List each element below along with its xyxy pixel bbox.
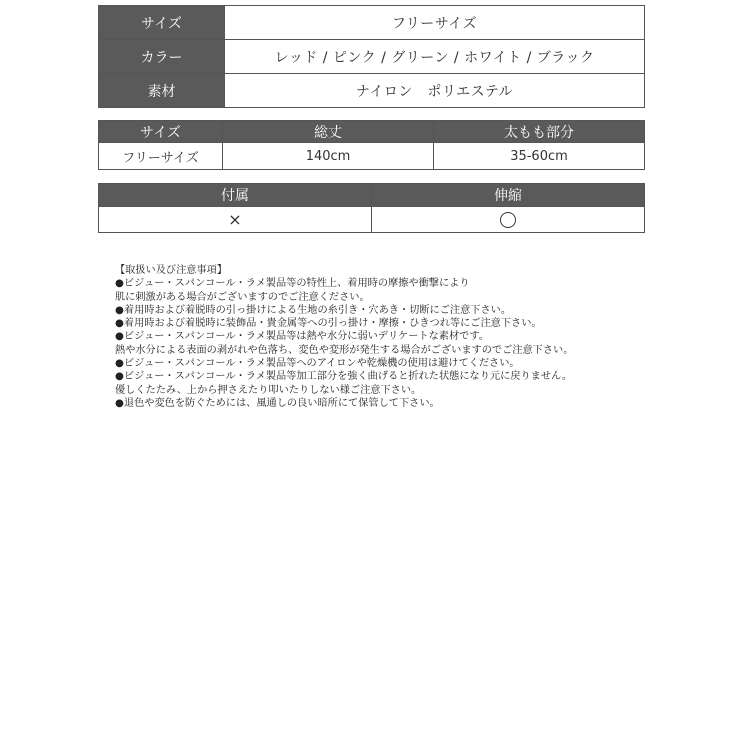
size-measurement-table — [98, 120, 645, 170]
cross-mark-icon: × — [228, 210, 242, 229]
care-note-line: 肌に刺激がある場合がございますのでご注意ください。 — [115, 291, 370, 303]
care-note-line: ●着用時および着脱時の引っ掛けによる生地の糸引き・穴あき・切断にご注意下さい。 — [115, 304, 512, 316]
care-note-line: 優しくたたみ、上から押さえたり叩いたりしない様ご注意下さい。 — [115, 384, 422, 396]
size-header-thigh: 太もも部分 — [434, 121, 645, 143]
care-note-line: ●ビジュー・スパンコール・ラメ製品等加工部分を強く曲げると折れた状態になり元に戻りません。 — [115, 371, 573, 383]
spec-label-material: 素材 — [99, 74, 225, 108]
size-value-length: 140cm — [223, 143, 434, 170]
spec-label-color: カラー — [99, 40, 225, 74]
spec-value-color: レッド / ピンク / グリーン / ホワイト / ブラック — [225, 40, 645, 74]
care-note-line: ●退色や変色を防ぐためには、風通しの良い暗所にて保管して下さい。 — [115, 397, 440, 409]
spec-value-size: フリーサイズ — [225, 6, 645, 40]
size-header-row — [99, 121, 645, 143]
product-spec-table — [98, 5, 645, 108]
care-note-line: 熱や水分による表面の剥がれや色落ち、変色や変形が発生する場合がございますのでご注意下さい。 — [115, 344, 574, 356]
spec-value-material: ナイロン ポリエステル — [225, 74, 645, 108]
spec-row-color — [99, 40, 645, 74]
feature-header-row — [99, 184, 645, 207]
feature-value-accessory — [99, 207, 372, 233]
feature-value-row — [99, 207, 645, 233]
size-header-length: 総丈 — [223, 121, 434, 143]
spec-row-material — [99, 74, 645, 108]
care-notes-heading: 【取扱い及び注意事項】 — [115, 265, 228, 276]
care-notes — [115, 264, 635, 410]
feature-header-stretch: 伸縮 — [372, 184, 645, 207]
size-value-thigh: 35-60cm — [434, 143, 645, 170]
feature-table — [98, 183, 645, 233]
size-header-size: サイズ — [99, 121, 223, 143]
size-value-size: フリーサイズ — [99, 143, 223, 170]
care-note-line: ●着用時および着脱時に装飾品・貴金属等への引っ掛け・摩擦・ひきつれ等にご注意下さい。 — [115, 318, 542, 330]
care-note-line: ●ビジュー・スパンコール・ラメ製品等へのアイロンや乾燥機の使用は避けてください。 — [115, 358, 520, 370]
spec-row-size — [99, 6, 645, 40]
feature-value-stretch — [372, 207, 645, 233]
spec-label-size: サイズ — [99, 6, 225, 40]
circle-mark-icon — [500, 212, 516, 228]
care-note-line: ●ビジュー・スパンコール・ラメ製品等の特性上、着用時の摩擦や衝撃により — [115, 278, 470, 290]
size-value-row — [99, 143, 645, 170]
feature-header-accessory: 付属 — [99, 184, 372, 207]
care-note-line: ●ビジュー・スパンコール・ラメ製品等は熱や水分に弱いデリケートな素材です。 — [115, 331, 489, 343]
